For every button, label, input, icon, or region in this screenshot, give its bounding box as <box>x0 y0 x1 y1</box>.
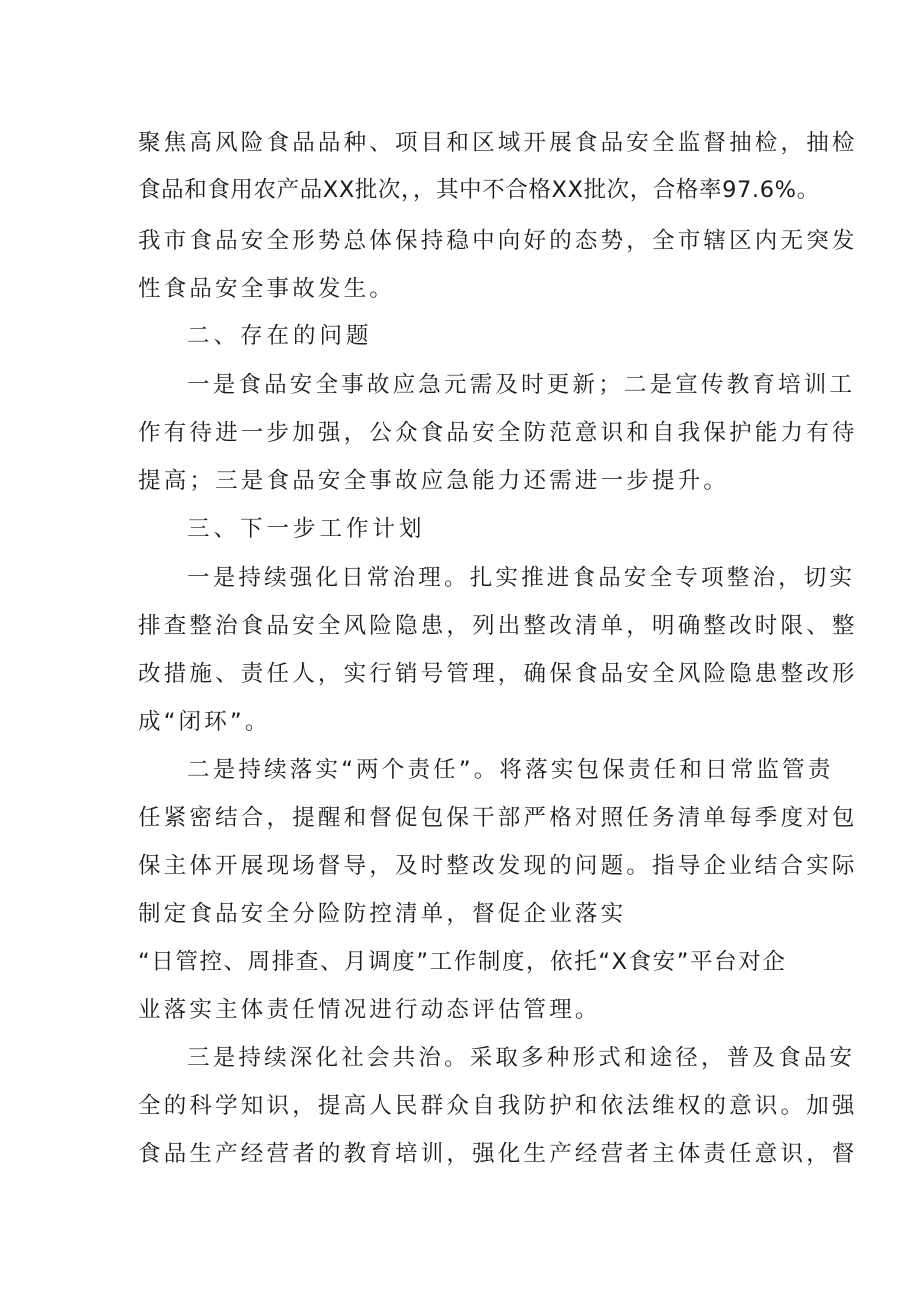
paragraph-line: 食品生产经营者的教育培训，强化生产经营者主体责任意识，督 <box>138 1141 858 1167</box>
paragraph-line: 制定食品安全分险防控清单，督促企业落实 <box>138 901 627 927</box>
paragraph-line: 任紧密结合，提醒和督促包保干部严格对照任务清单每季度对包 <box>138 805 858 831</box>
paragraph-line: 改措施、责任人，实行销号管理，确保食品安全风险隐患整改形 <box>138 661 858 687</box>
paragraph-line: 业落实主体责任情况进行动态评估管理。 <box>138 997 601 1023</box>
paragraph-line: 一是持续强化日常治理。扎实推进食品安全专项整治，切实 <box>187 565 856 591</box>
paragraph-line: 聚焦高风险食品品种、项目和区域开展食品安全监督抽检，抽检 <box>138 130 858 156</box>
paragraph-line: 成“闭环”。 <box>138 709 271 735</box>
paragraph-line: 我市食品安全形势总体保持稳中向好的态势，全市辖区内无突发 <box>138 228 858 254</box>
paragraph-line: 提高；三是食品安全事故应急能力还需进一步提升。 <box>138 468 730 494</box>
paragraph-line: 三是持续深化社会共治。采取多种形式和途径，普及食品安 <box>187 1045 856 1071</box>
paragraph-line: 食品和食用农产品XX批次，，其中不合格XX批次，合格率97.6%。 <box>138 177 820 203</box>
section-heading: 三、下一步工作计划 <box>187 516 426 542</box>
paragraph-line: 二是持续落实“两个责任”。将落实包保责任和日常监管责 <box>187 757 834 783</box>
paragraph-line: “日管控、周排查、月调度”工作制度，依托“X食安”平台对企 <box>138 949 787 975</box>
paragraph-line: 性食品安全事故发生。 <box>138 276 396 302</box>
paragraph-line: 作有待进一步加强，公众食品安全防范意识和自我保护能力有待 <box>138 420 858 446</box>
paragraph-line: 排查整治食品安全风险隐患，列出整改清单，明确整改时限、整 <box>138 613 858 639</box>
section-heading: 二、存在的问题 <box>187 323 373 349</box>
paragraph-line: 保主体开展现场督导，及时整改发现的问题。指导企业结合实际 <box>138 853 858 879</box>
paragraph-line: 一是食品安全事故应急元需及时更新；二是宣传教育培训工 <box>187 372 856 398</box>
paragraph-line: 全的科学知识，提高人民群众自我防护和依法维权的意识。加强 <box>138 1093 858 1119</box>
